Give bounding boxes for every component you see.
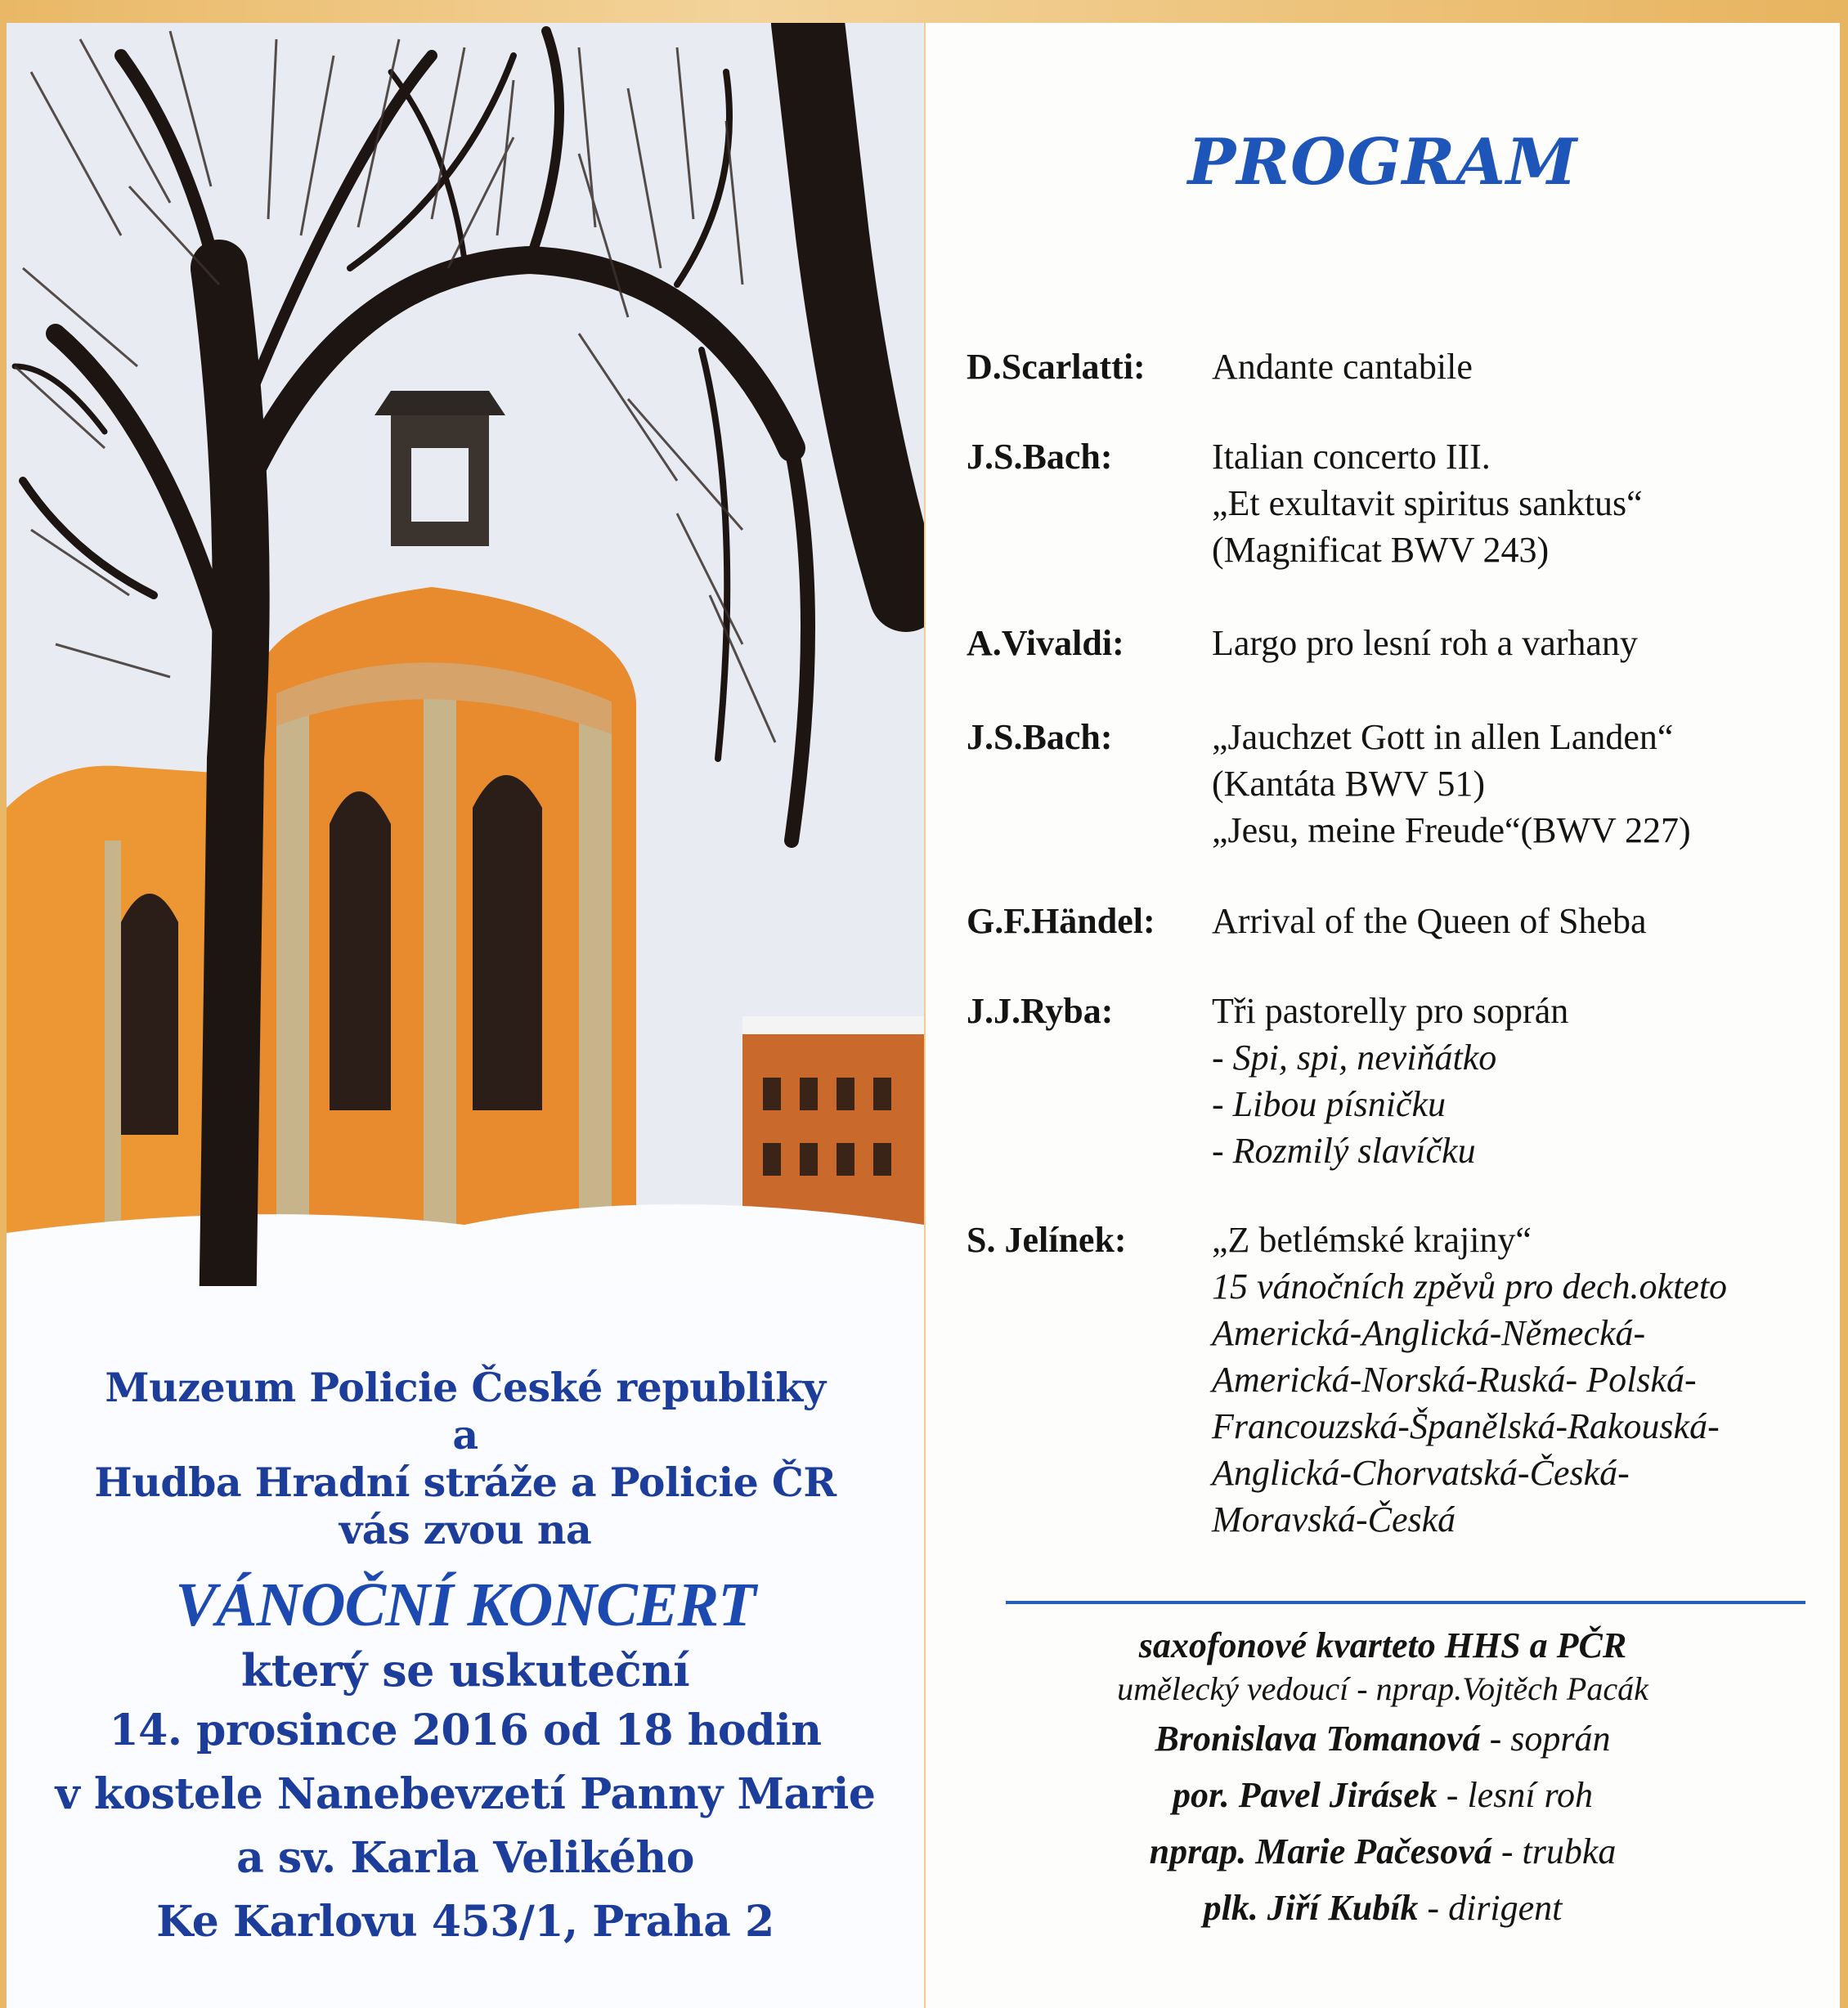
event-line: který se uskuteční: [240, 1644, 690, 1696]
ensemble-name: saxofonové kvarteto HHS a PČR: [1138, 1625, 1627, 1665]
organizer-line: Muzeum Policie České republiky: [105, 1364, 826, 1411]
performer-name: plk. Jiří Kubík: [1203, 1888, 1419, 1928]
divider-line: [1006, 1601, 1805, 1604]
works: [1212, 714, 1691, 854]
work-line: Arrival of the Queen of Sheba: [1212, 901, 1647, 941]
work-line: Moravská-Česká: [1212, 1499, 1456, 1540]
composer: J.S.Bach:: [967, 717, 1113, 757]
performer-row: [926, 1823, 1840, 1880]
work-line: - Rozmilý slavíčku: [1212, 1131, 1476, 1171]
work-line: (Kantáta BWV 51): [1212, 764, 1485, 804]
event-venue: a sv. Karla Velikého: [236, 1833, 694, 1883]
event-venue: v kostele Nanebevzetí Panny Marie: [55, 1769, 876, 1819]
works: [1212, 1217, 1727, 1543]
event-title: VÁNOČNÍ KONCERT: [175, 1571, 756, 1639]
work-line: (Magnificat BWV 243): [1212, 530, 1550, 570]
performer-row: [926, 1767, 1840, 1823]
composer: D.Scarlatti:: [967, 347, 1146, 387]
works: [1212, 898, 1646, 944]
performer-row: [926, 1880, 1840, 1936]
composer: A.Vivaldi:: [967, 623, 1124, 663]
performers-credits: [926, 1624, 1840, 1936]
composer: J.S.Bach:: [967, 437, 1113, 477]
invitation-panel: [7, 23, 924, 2008]
work-line: - Libou písničku: [1212, 1084, 1446, 1124]
work-line: Anglická-Chorvatská-Česká-: [1212, 1453, 1630, 1493]
invite-line: vás zvou na: [339, 1506, 592, 1553]
work-line: Americká-Norská-Ruská- Polská-: [1212, 1360, 1697, 1400]
invitation-text: [7, 1364, 924, 1954]
work-line: „Et exultavit spiritus sanktus“: [1212, 483, 1643, 523]
program-title: PROGRAM: [1187, 125, 1578, 199]
performer-role: - dirigent: [1418, 1888, 1563, 1928]
composer: S. Jelínek:: [967, 1220, 1127, 1260]
work-line: „Jauchzet Gott in allen Landen“: [1212, 717, 1674, 757]
work-line: Andante cantabile: [1212, 347, 1473, 387]
work-line: „Jesu, meine Freude“(BWV 227): [1212, 810, 1691, 850]
works: [1212, 343, 1473, 390]
organizer-line: Hudba Hradní stráže a Policie ČR: [94, 1459, 837, 1506]
works: [1212, 620, 1638, 666]
work-line: „Z betlémské krajiny“: [1212, 1220, 1532, 1260]
work-line: Largo pro lesní roh a varhany: [1212, 623, 1638, 663]
performer-name: nprap. Marie Pačesová: [1149, 1831, 1492, 1871]
performer-role: - soprán: [1480, 1719, 1611, 1759]
ensemble-leader: umělecký vedoucí - nprap.Vojtěch Pacák: [1117, 1670, 1648, 1707]
works: [1212, 988, 1568, 1174]
performer-name: Bronislava Tomanová: [1155, 1719, 1481, 1759]
work-line: - Spi, spi, neviňátko: [1212, 1038, 1497, 1078]
composer: G.F.Händel:: [967, 901, 1155, 941]
work-line: Americká-Anglická-Německá-: [1212, 1313, 1646, 1353]
work-line: 15 vánočních zpěvů pro dech.okteto: [1212, 1266, 1728, 1307]
church-winter-photo: [7, 23, 924, 1286]
performer-role: - lesní roh: [1437, 1775, 1594, 1815]
composer: J.J.Ryba:: [967, 991, 1114, 1031]
event-address: Ke Karlovu 453/1, Praha 2: [156, 1897, 774, 1947]
performer-name: por. Pavel Jirásek: [1172, 1775, 1438, 1815]
organizer-conjunction: a: [452, 1411, 478, 1459]
work-line: Francouzská-Španělská-Rakouská-: [1212, 1406, 1720, 1446]
works: [1212, 433, 1643, 573]
program-panel: [926, 23, 1840, 2008]
work-line: Italian concerto III.: [1212, 437, 1491, 477]
performer-role: - trubka: [1491, 1831, 1617, 1871]
work-line: Tři pastorelly pro soprán: [1212, 991, 1569, 1031]
performer-row: [926, 1710, 1840, 1767]
event-date: 14. prosince 2016 od 18 hodin: [109, 1705, 822, 1755]
